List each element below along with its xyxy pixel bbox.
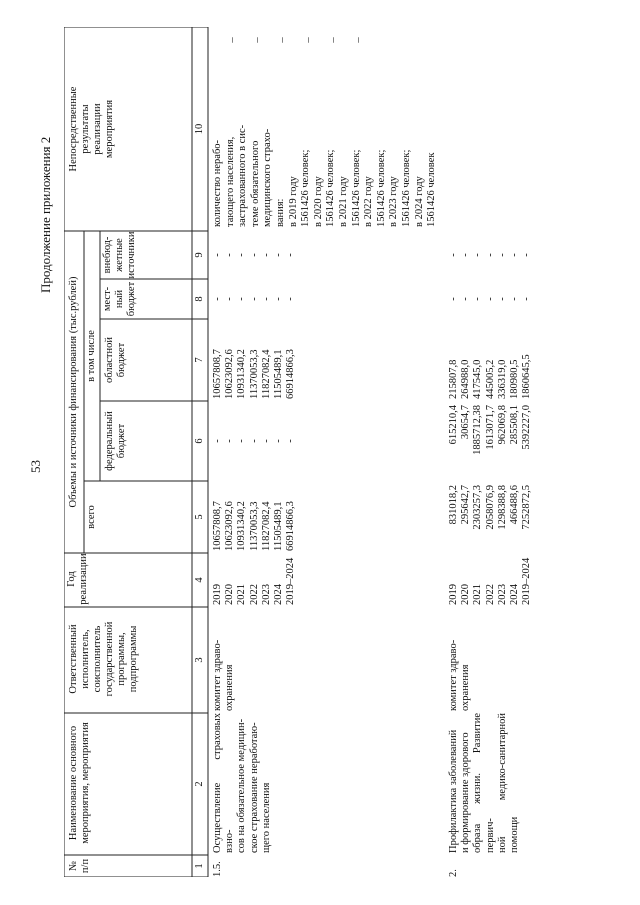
row-number: 2. (448, 869, 459, 877)
row-name: Осуществление страховых взно- сов на обязательное медицин- ское страхование неработаю- щего населения (212, 713, 272, 853)
header-total: всего (86, 505, 97, 529)
header-num: № п/п (68, 858, 91, 874)
column-number: 5 (194, 514, 205, 520)
row-total: 831018,2 295642,7 2303257,3 2058076,9 1298388,8 466488,6 7252872,5 (448, 485, 533, 530)
row-local: - - - - - - - (448, 297, 533, 301)
row-executor: комитет здраво- охранения (212, 639, 236, 711)
header-federal: федеральный бюджет (104, 411, 127, 471)
row-number: 1.5. (212, 861, 223, 877)
column-number: 7 (194, 357, 205, 363)
row-local: - - - - - - - (212, 297, 297, 301)
row-executor: комитет здраво- охранения (448, 639, 472, 711)
row-offbudget: - - - - - - - (212, 253, 297, 257)
column-number: 1 (194, 863, 205, 869)
row-total: 10657808,7 10623092,6 10931340,2 11370053,3 11827082,4 11505489,1 66914866,3 (212, 501, 297, 551)
row-federal: - - - - - - - (212, 439, 297, 443)
column-number: 4 (194, 577, 205, 583)
column-number: 10 (194, 123, 205, 135)
row-name: Профилактика заболеваний и формирование здорового образа жизни. Развитие первич- ной медико-санитарной помощи (448, 713, 521, 853)
row-results-dashes: – – – – – – (227, 37, 365, 43)
row-results: количество нерабо- тающего населения, застрахованного в сис- теме обязательного медицинского страхо- вания: в 2019 году 1561426 человек; в 2020 году 1561426 человек; в 2021 году 1561426 человек; в 2022 году 1561426 человек; в 2023 году 1561426 человек; в 2024 году 1561426 человек (212, 124, 438, 227)
column-number: 9 (194, 252, 205, 258)
row-regional: 215807,8 264988,0 417545,0 445005,2 336319,0 180980,5 1860645,5 (448, 354, 533, 399)
column-number: 2 (194, 781, 205, 787)
row-federal: 615210,4 30654,7 1885712,38 1613071,7 962069,8 285508,1 5392227,0 (448, 405, 533, 455)
header-including: в том числе (86, 330, 97, 382)
row-years: 2019 2020 2021 2022 2023 2024 2019–2024 (448, 557, 533, 605)
row-years: 2019 2020 2021 2022 2023 2024 2019–2024 (212, 557, 297, 605)
column-number: 6 (194, 438, 205, 444)
row-offbudget: - - - - - - - (448, 253, 533, 257)
header-results: Непосредственные результаты реализации мероприятия (68, 86, 115, 172)
header-offbudget: внебюд- жетные источники (102, 231, 137, 279)
header-year: Год реализации (66, 553, 89, 605)
header-executor: Ответственный исполнитель, соисполнитель государственной программы, подпрограммы (68, 621, 139, 697)
header-funding: Объемы и источники финансирования (тыс.рублей) (68, 276, 79, 508)
header-regional: областной бюджет (104, 337, 127, 383)
row-regional: 10657808,7 10623092,6 10931340,2 11370053,3 11827082,4 11505489,1 66914866,3 (212, 349, 297, 399)
continuation-label: Продолжение приложения 2 (38, 136, 53, 293)
header-name: Наименование основного мероприятия, мероприятия (68, 722, 91, 844)
column-number: 3 (194, 657, 205, 663)
column-number: 8 (194, 296, 205, 302)
header-local: мест- ный бюджет (102, 281, 137, 317)
page-number: 53 (28, 460, 43, 473)
